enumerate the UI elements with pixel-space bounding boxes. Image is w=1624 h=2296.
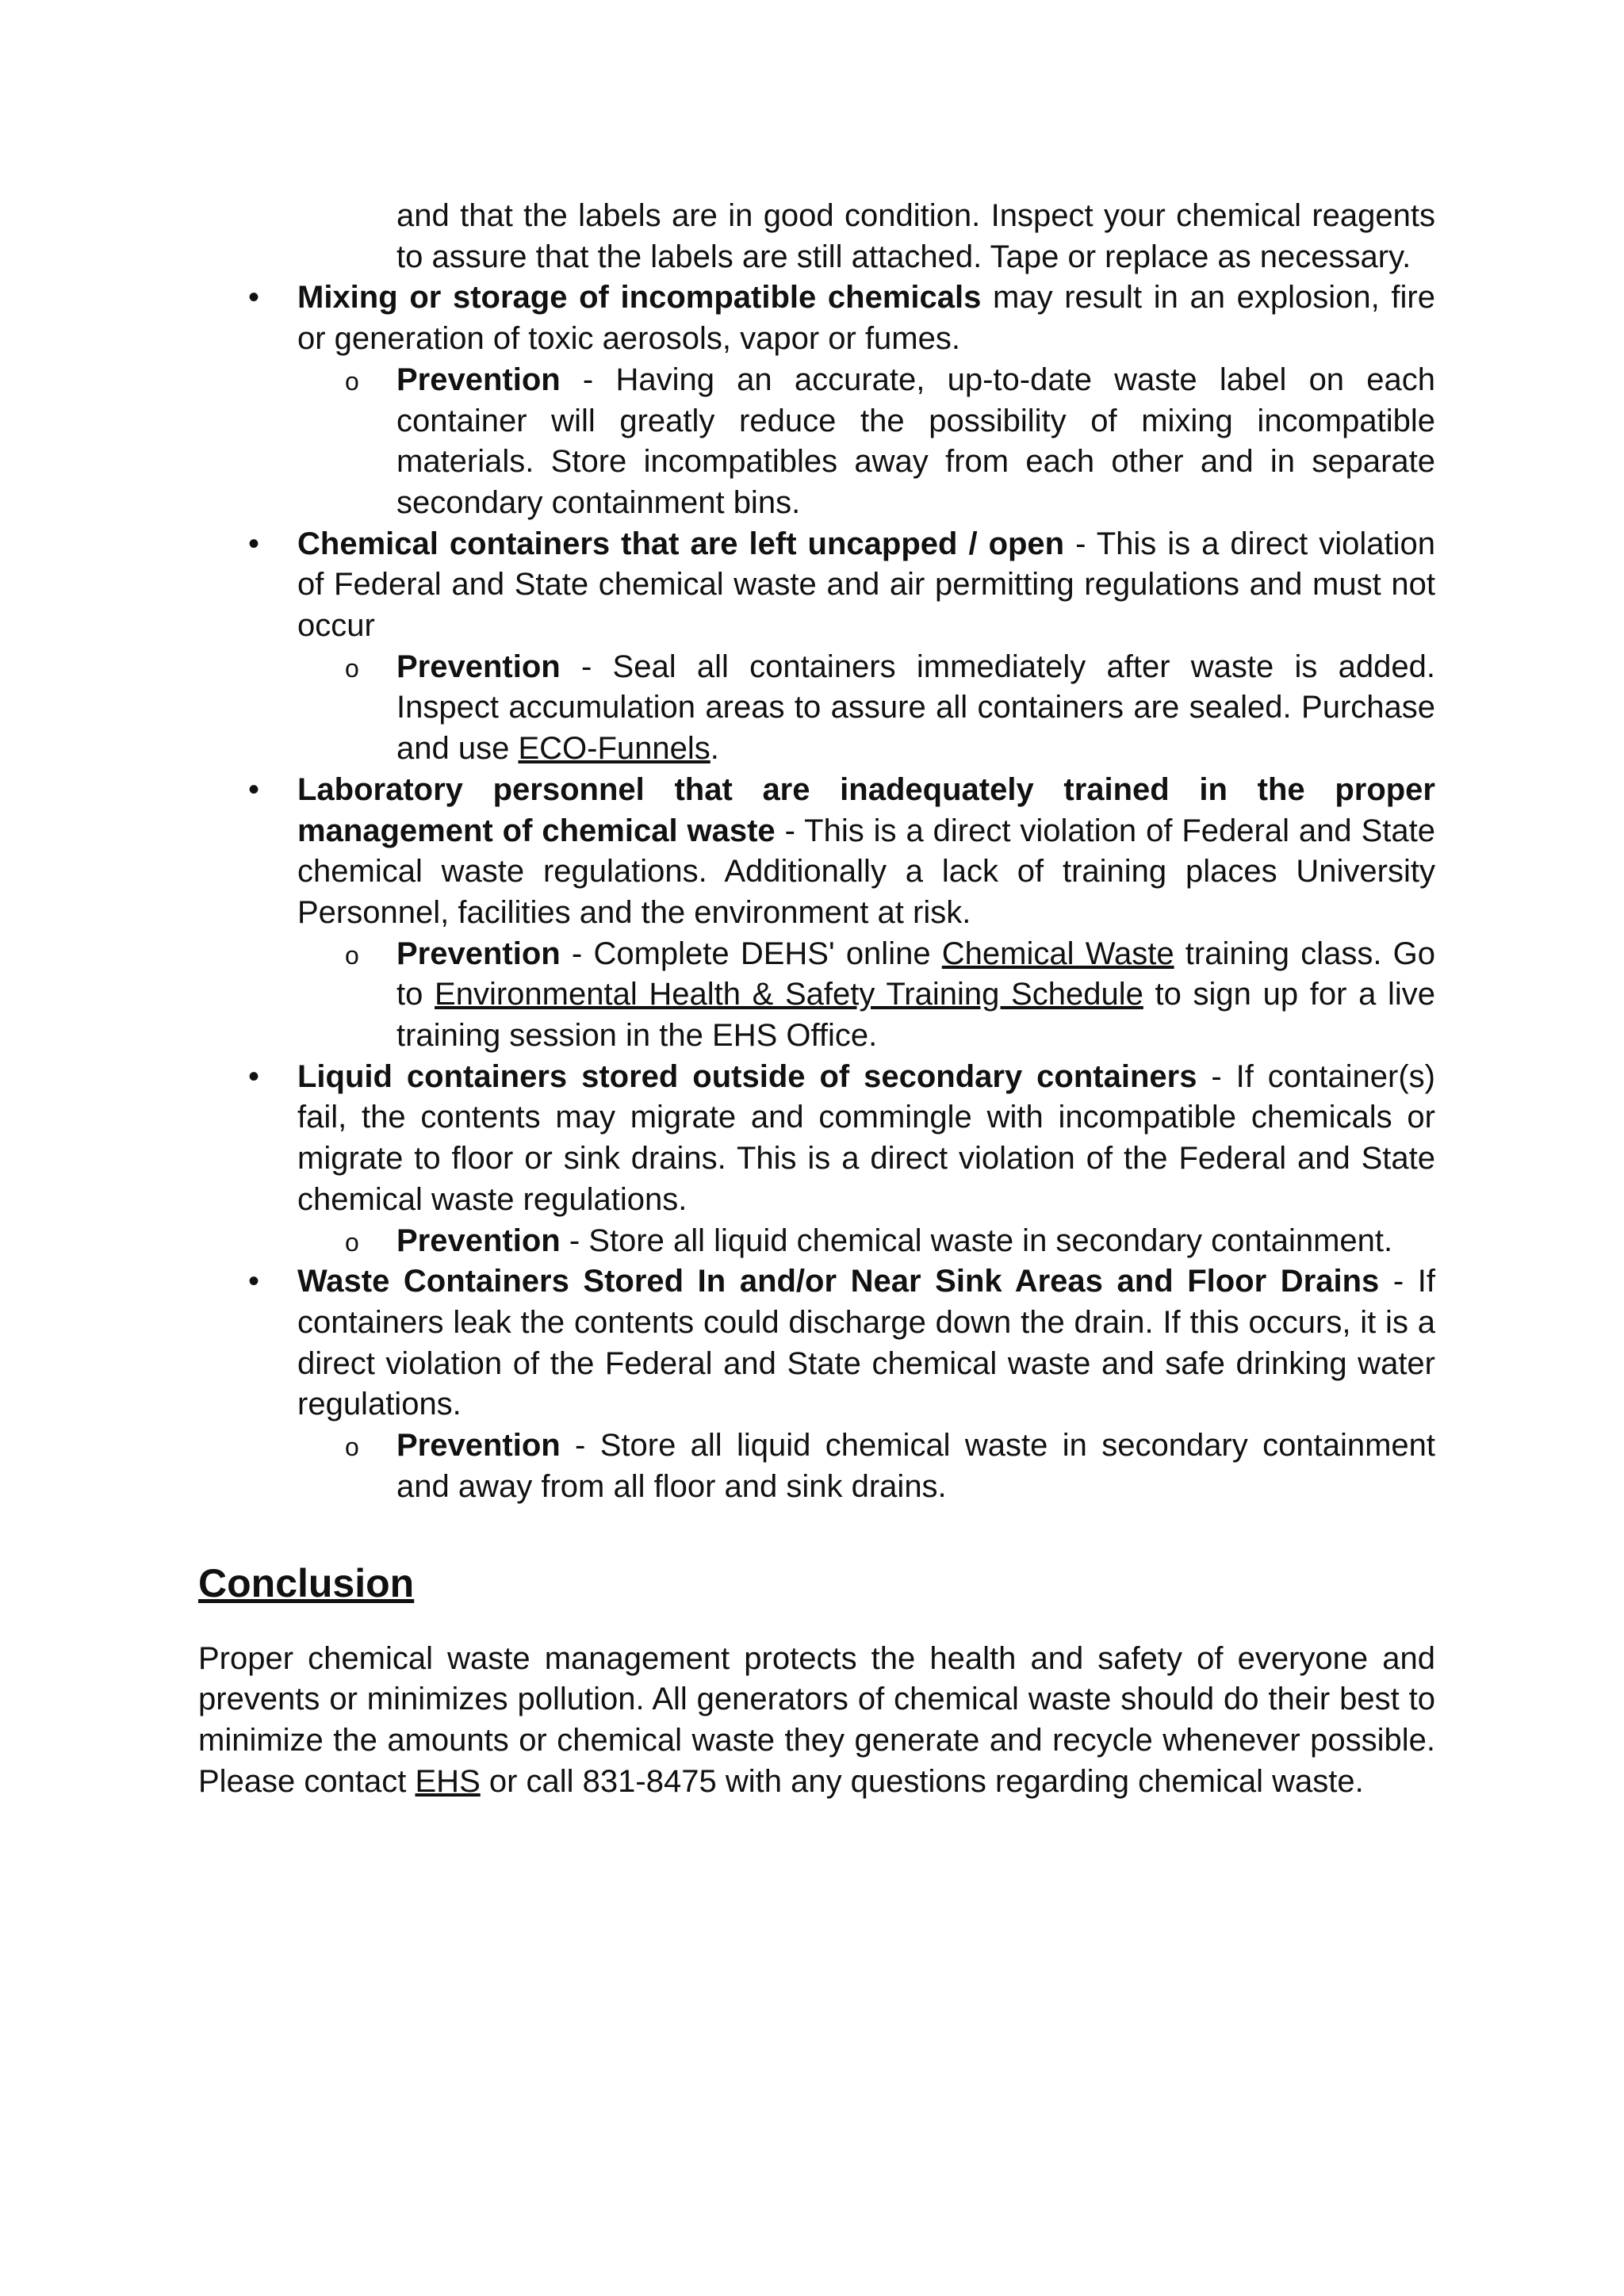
list-item	[198, 1261, 1435, 1425]
list-item	[198, 1057, 1435, 1221]
bullet-icon: •	[248, 1264, 260, 1299]
prevention-label: Prevention	[396, 649, 561, 684]
prevention-label: Prevention	[396, 362, 561, 397]
prevention-label: Prevention	[396, 936, 561, 971]
item-text: - If containers leak the contents could discharge down the drain. If this occurs, it is a direct violation of the Federal and State chemical waste and safe drinking water regulations.	[297, 1264, 1435, 1422]
prevention-text: - Store all liquid chemical waste in secondary containment and away from all floor and sink drains.	[396, 1428, 1435, 1504]
bullet-icon: •	[248, 1058, 260, 1094]
circle-bullet-icon: o	[345, 1433, 359, 1462]
bullet-icon: •	[248, 280, 260, 316]
prevention-item	[198, 934, 1435, 1057]
item-text: - This is a direct violation of Federal and State chemical waste and air permitting regulations and must not occur	[297, 526, 1435, 644]
prevention-text: - Seal all containers immediately after waste is added. Inspect accumulation areas to assure all containers are sealed. Purchase and use	[396, 649, 1435, 767]
carryover-paragraph	[198, 196, 1435, 277]
item-text: may result in an explosion, fire or generation of toxic aerosols, vapor or fumes.	[297, 280, 1435, 357]
item-lead: Chemical containers that are left uncapped / open	[297, 526, 1065, 561]
eco-funnels-link[interactable]: ECO-Funnels	[518, 731, 710, 767]
circle-bullet-icon: o	[345, 653, 359, 683]
list-item	[198, 277, 1435, 359]
item-lead: Mixing or storage of incompatible chemicals	[297, 280, 982, 316]
prevention-label: Prevention	[396, 1223, 561, 1258]
document-body	[198, 196, 1435, 1802]
conclusion-text: Proper chemical waste management protects the health and safety of everyone and prevents or minimizes pollution. All generators of chemical waste should do their best to minimize the amounts or chemical waste they generate and recycle whenever possible. Please contact	[198, 1640, 1435, 1799]
carryover-text: and that the labels are in good condition. Inspect your chemical reagents to assure that the labels are still attached. Tape or replace as necessary.	[396, 198, 1435, 274]
ehs-link[interactable]: EHS	[415, 1763, 481, 1799]
prevention-text: - Store all liquid chemical waste in secondary containment.	[560, 1223, 1393, 1258]
item-text: - This is a direct violation of Federal and State chemical waste regulations. Additionally a lack of training places University Personnel, facilities and the environment at risk.	[297, 813, 1436, 930]
list-item	[198, 770, 1435, 934]
prevention-tail: to sign up for a live training session in the EHS Office.	[396, 977, 1435, 1054]
item-text: - If container(s) fail, the contents may migrate and commingle with incompatible chemicals or migrate to floor or sink drains. This is a direct violation of the Federal and State chemical waste regulations.	[297, 1058, 1435, 1217]
circle-bullet-icon: o	[345, 366, 359, 396]
prevention-tail: .	[710, 731, 719, 767]
circle-bullet-icon: o	[345, 1227, 359, 1257]
prevention-item	[198, 1221, 1435, 1262]
bullet-icon: •	[248, 526, 260, 561]
prevention-item	[198, 647, 1435, 770]
prevention-mid: training class. Go to	[396, 936, 1436, 1012]
prevention-label: Prevention	[396, 1428, 561, 1464]
prevention-text: - Complete DEHS' online	[560, 936, 942, 971]
prevention-item	[198, 1425, 1435, 1507]
conclusion-paragraph	[198, 1639, 1435, 1803]
chemical-waste-link[interactable]: Chemical Waste	[941, 936, 1174, 971]
prevention-item	[198, 360, 1435, 524]
training-schedule-link[interactable]: Environmental Health & Safety Training Schedule	[435, 977, 1143, 1012]
bullet-icon: •	[248, 771, 260, 807]
list-item	[198, 524, 1435, 647]
item-lead: Laboratory personnel that are inadequately trained in the proper management of chemical waste	[297, 771, 1435, 848]
conclusion-tail: or call 831-8475 with any questions regarding chemical waste.	[480, 1763, 1364, 1799]
conclusion-heading: Conclusion	[198, 1560, 415, 1605]
item-lead: Waste Containers Stored In and/or Near Sink Areas and Floor Drains	[297, 1264, 1380, 1299]
item-lead: Liquid containers stored outside of secondary containers	[297, 1058, 1197, 1094]
prevention-text: - Having an accurate, up-to-date waste label on each container will greatly reduce the possibility of mixing incompatible materials. Store incompatibles away from each other and in separate secondary containment bins.	[396, 362, 1435, 520]
circle-bullet-icon: o	[345, 940, 359, 970]
